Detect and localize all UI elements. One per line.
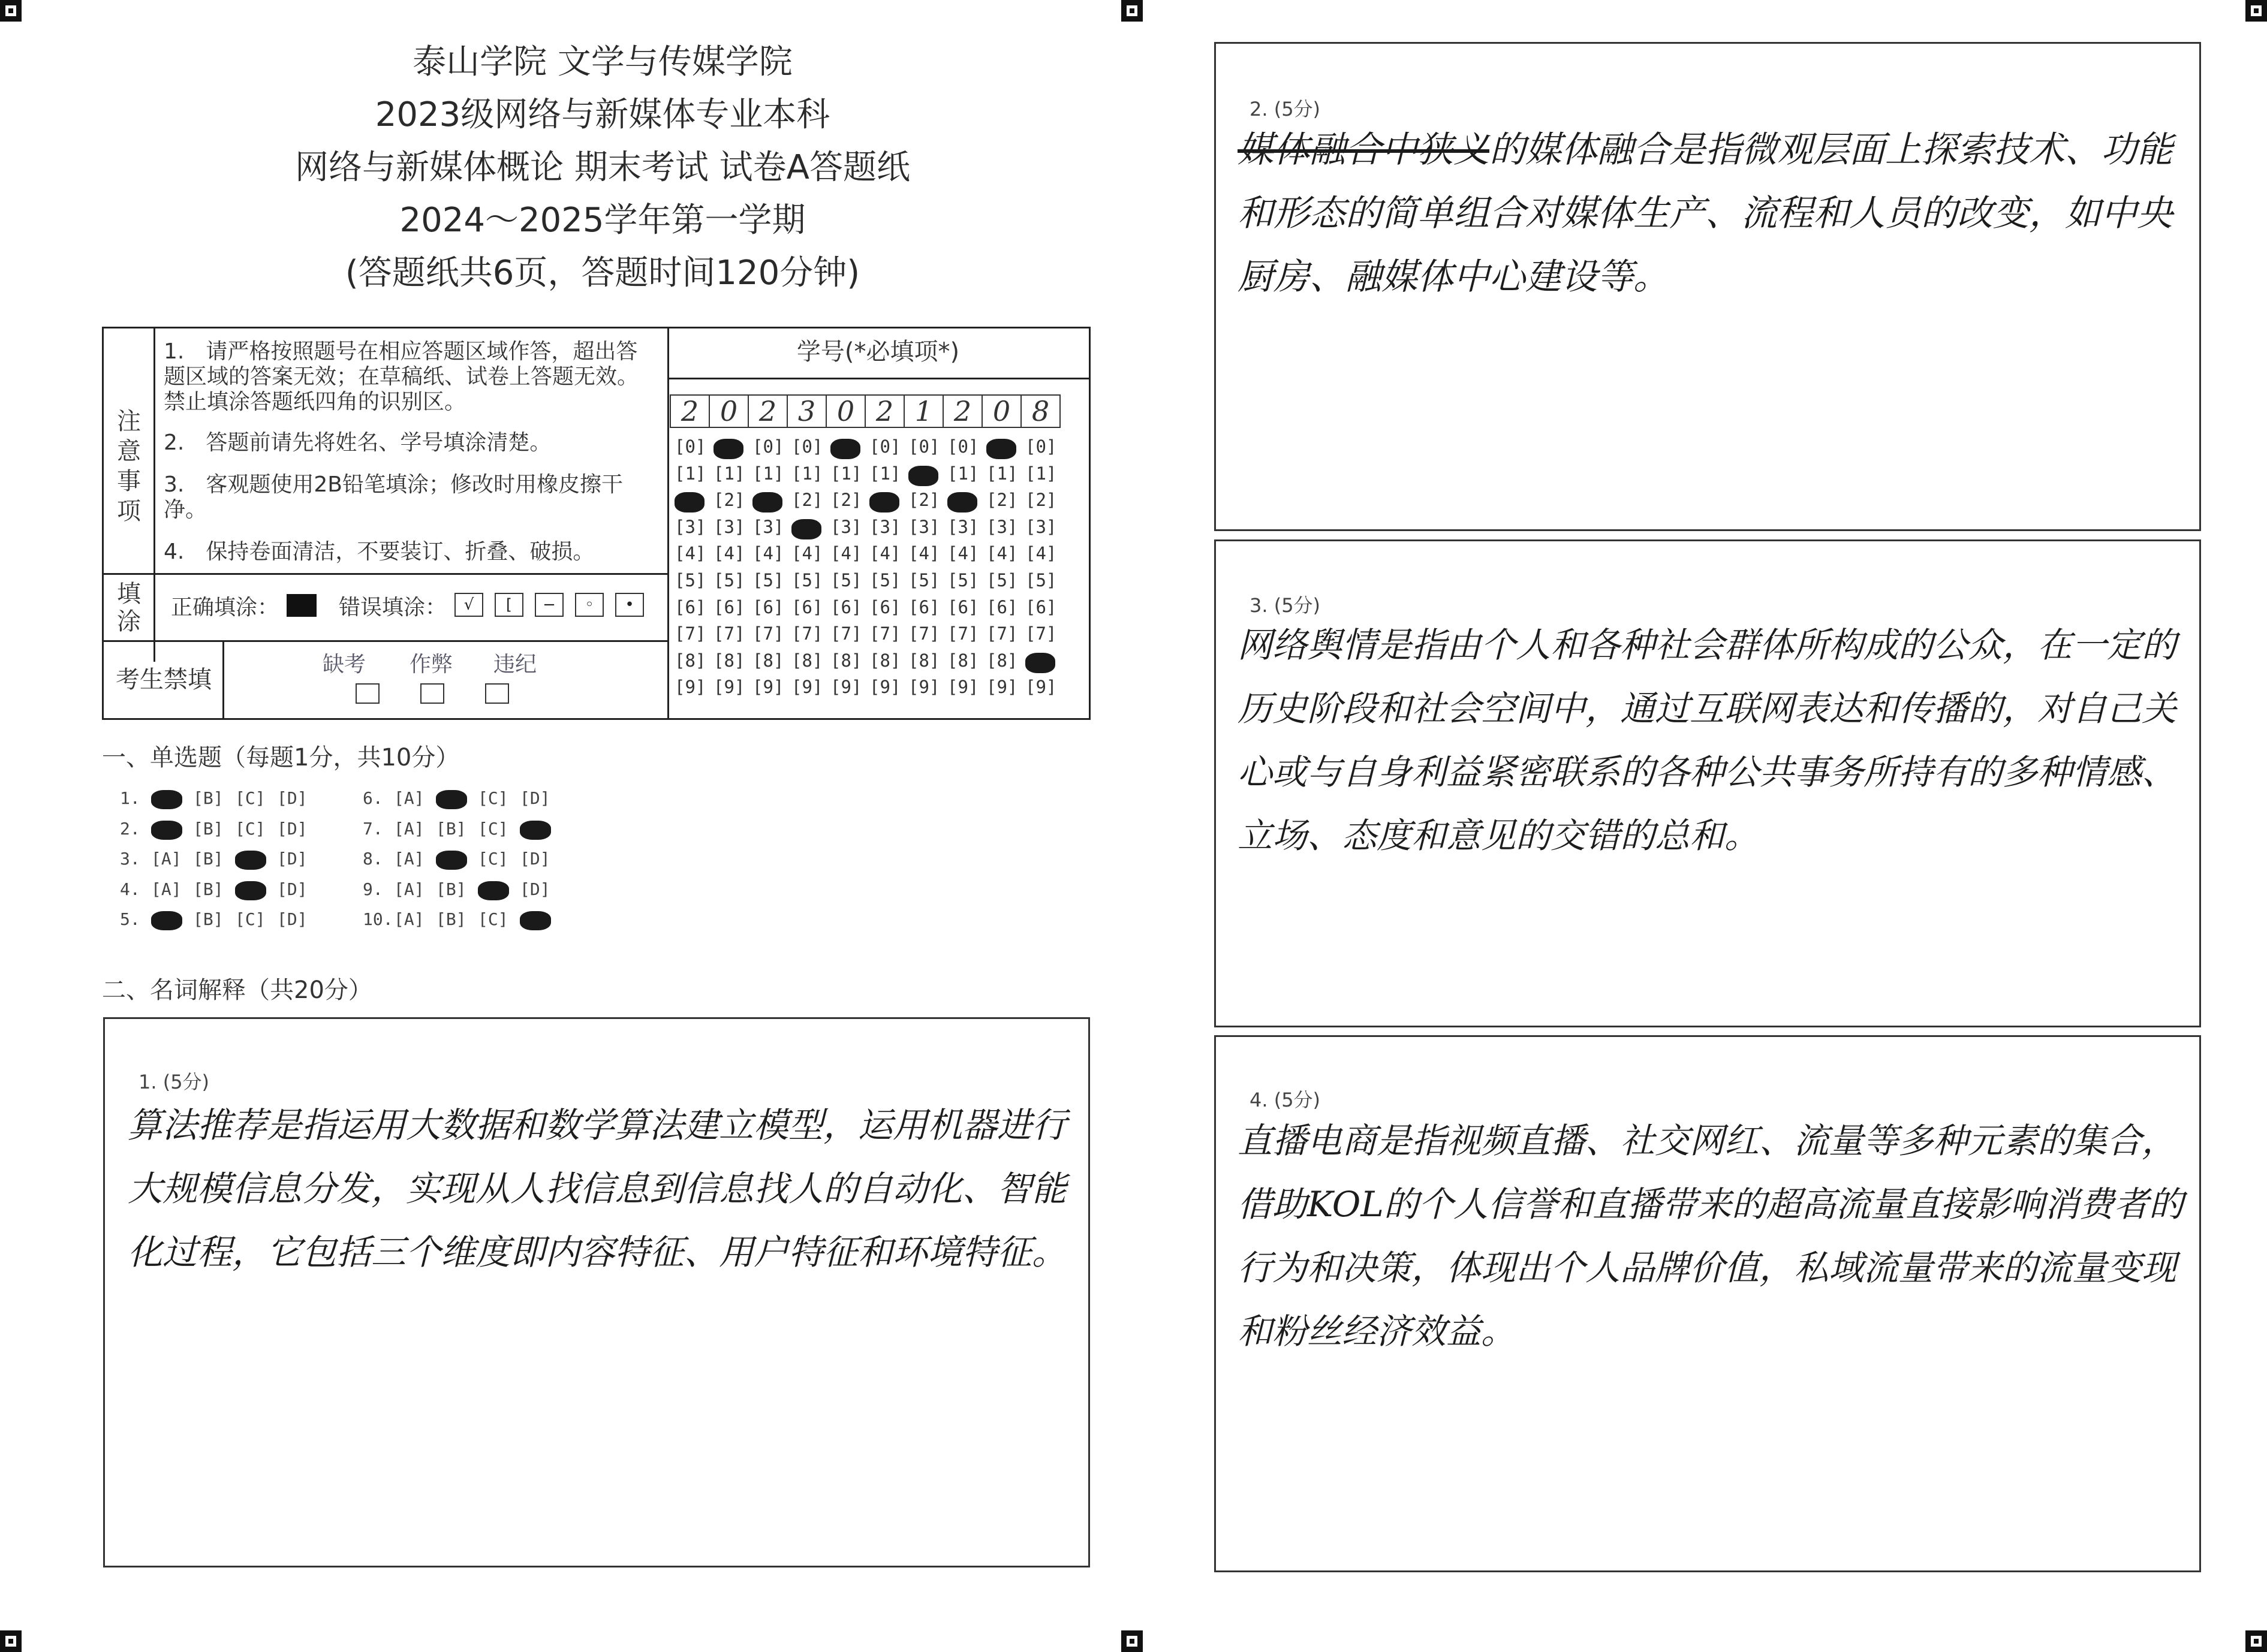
student-id-bubble[interactable]: [3] — [869, 516, 901, 537]
mc-option[interactable]: [B] — [193, 788, 224, 808]
student-id-bubble[interactable]: [0] — [1025, 436, 1057, 457]
student-id-bubble[interactable]: [6] — [1025, 596, 1057, 617]
student-id-bubble[interactable]: [2] — [908, 490, 940, 511]
wrong-fill-label: 错误填涂： — [339, 595, 447, 620]
mc-question-number: 6. — [363, 788, 383, 808]
mc-option-filled[interactable] — [520, 821, 551, 840]
student-id-bubble[interactable]: [9] — [1025, 677, 1057, 698]
mc-option-filled[interactable] — [151, 790, 182, 809]
corner-marker-top-middle — [1121, 0, 1143, 22]
student-id-bubble-filled[interactable] — [675, 492, 705, 513]
student-id-bubble[interactable]: [9] — [713, 677, 745, 698]
student-id-bubble[interactable]: [6] — [675, 596, 706, 617]
student-id-digit-box[interactable]: 0 — [827, 394, 866, 428]
student-id-bubble[interactable]: [4] — [1025, 543, 1057, 564]
student-id-bubble[interactable]: [9] — [830, 677, 862, 698]
student-id-bubble[interactable]: [9] — [675, 677, 706, 698]
student-id-bubble[interactable]: [4] — [713, 543, 745, 564]
student-id-bubble[interactable]: [7] — [830, 623, 862, 644]
mc-option[interactable]: [D] — [277, 849, 308, 869]
student-id-digit-box[interactable]: 2 — [866, 394, 905, 428]
mc-option[interactable]: [C] — [478, 909, 508, 929]
student-id-digit-box[interactable]: 1 — [905, 394, 944, 428]
student-id-bubble[interactable]: [5] — [713, 570, 745, 590]
absent-label: 缺考 — [323, 652, 366, 677]
corner-marker-top-left — [0, 0, 22, 22]
header-pages: (答题纸共6页，答题时间120分钟) — [345, 254, 860, 293]
student-id-bubble[interactable]: [6] — [713, 596, 745, 617]
student-id-bubble[interactable]: [0] — [908, 436, 940, 457]
student-id-bubble[interactable]: [5] — [752, 570, 784, 590]
student-id-bubble[interactable]: [7] — [752, 623, 784, 644]
mc-option[interactable]: [B] — [436, 818, 466, 839]
student-id-bubble[interactable]: [3] — [675, 516, 706, 537]
note-item-2: 2. 答题前请先将姓名、学号填涂清楚。 — [164, 430, 552, 455]
student-id-bubble[interactable]: [2] — [1025, 490, 1057, 511]
mc-option[interactable]: [B] — [193, 879, 224, 899]
student-id-bubble[interactable]: [3] — [752, 516, 784, 537]
mc-option[interactable]: [B] — [436, 909, 466, 929]
student-id-bubble[interactable]: [5] — [675, 570, 706, 590]
q4-answer: 直播电商是指视频直播、社交网红、流量等多种元素的集合，借助KOL的个人信誉和直播带来的超高流量直接影响消费者的行为和决策，体现出个人品牌价值，私域流量带来的流量变现和粉丝经济效益。 — [1238, 1120, 2184, 1352]
mc-question-number: 5. — [120, 909, 140, 929]
wrong-mark-dot: • — [615, 593, 644, 617]
wrong-mark-check: √ — [454, 593, 483, 617]
correct-fill-sample — [287, 594, 317, 617]
student-id-bubble-filled[interactable] — [986, 439, 1016, 459]
student-id-bubble[interactable]: [8] — [752, 650, 784, 671]
student-id-bubble[interactable]: [5] — [791, 570, 823, 590]
fill-label: 填涂 — [117, 580, 141, 635]
mc-option[interactable]: [C] — [478, 818, 508, 839]
mc-question-number: 9. — [363, 879, 383, 899]
student-id-bubble[interactable]: [2] — [830, 490, 862, 511]
instruction-table — [102, 327, 1091, 720]
q1-label: 1. (5分) — [139, 1071, 210, 1093]
mc-question-number: 1. — [120, 788, 140, 808]
student-id-bubble[interactable]: [6] — [752, 596, 784, 617]
student-id-bubble[interactable]: [7] — [713, 623, 745, 644]
student-id-digit-box[interactable]: 8 — [1022, 394, 1061, 428]
student-id-bubble[interactable]: [4] — [947, 543, 979, 564]
student-id-bubble[interactable]: [8] — [675, 650, 706, 671]
mc-option[interactable]: [B] — [193, 818, 224, 839]
student-id-bubble[interactable]: [3] — [1025, 516, 1057, 537]
student-id-bubble-filled[interactable] — [830, 439, 860, 459]
student-id-bubble[interactable]: [8] — [713, 650, 745, 671]
q1-answer: 算法推荐是指运用大数据和数学算法建立模型，运用机器进行大规模信息分发，实现从人找信息到信息找人的自动化、智能化过程，它包括三个维度即内容特征、用户特征和环境特征。 — [128, 1105, 1067, 1273]
student-id-bubble[interactable]: [5] — [908, 570, 940, 590]
student-id-bubble[interactable]: [0] — [791, 436, 823, 457]
student-id-bubble[interactable]: [7] — [908, 623, 940, 644]
q2-answer-block — [1238, 118, 2197, 309]
student-id-bubble[interactable]: [8] — [791, 650, 823, 671]
student-id-bubble-filled[interactable] — [908, 466, 938, 486]
mc-option-filled[interactable] — [235, 851, 266, 870]
wrong-mark-circle: ◦ — [575, 593, 604, 617]
student-id-bubble[interactable]: [1] — [869, 463, 901, 484]
student-id-bubble[interactable]: [8] — [830, 650, 862, 671]
student-id-bubble[interactable]: [1] — [752, 463, 784, 484]
mc-question-number: 2. — [120, 818, 140, 839]
header-term: 2024～2025学年第一学期 — [399, 201, 806, 240]
mc-option-filled[interactable] — [436, 790, 467, 809]
mc-option[interactable]: [A] — [151, 879, 182, 899]
student-id-bubble[interactable]: [8] — [947, 650, 979, 671]
student-id-bubble-filled[interactable] — [791, 519, 821, 539]
mc-question-number: 4. — [120, 879, 140, 899]
student-id-bubble[interactable]: [9] — [986, 677, 1018, 698]
q3-label: 3. (5分) — [1250, 594, 1321, 617]
header-exam: 网络与新媒体概论 期末考试 试卷A答题纸 — [295, 148, 910, 187]
corner-marker-bottom-middle — [1121, 1630, 1143, 1652]
student-id-bubble[interactable]: [6] — [947, 596, 979, 617]
student-id-digit-box[interactable]: 2 — [749, 394, 788, 428]
student-id-bubble[interactable]: [2] — [986, 490, 1018, 511]
answer-box-q1 — [103, 1017, 1090, 1567]
mc-question-number: 10. — [363, 909, 393, 929]
student-id-bubble[interactable]: [7] — [675, 623, 706, 644]
cheat-checkbox[interactable] — [420, 683, 444, 704]
mc-question-number: 3. — [120, 849, 140, 869]
student-id-bubble[interactable]: [5] — [869, 570, 901, 590]
mc-option[interactable]: [A] — [394, 849, 425, 869]
mc-option[interactable]: [C] — [235, 818, 266, 839]
note-item-3: 3. 客观题使用2B铅笔填涂；修改时用橡皮擦干净。 — [164, 472, 623, 522]
section2-title: 二、名词解释（共20分） — [102, 976, 372, 1004]
student-id-bubble[interactable]: [4] — [752, 543, 784, 564]
student-id-bubble[interactable]: [5] — [947, 570, 979, 590]
corner-marker-bottom-left — [0, 1630, 22, 1652]
student-id-bubble[interactable]: [5] — [986, 570, 1018, 590]
mc-question-number: 8. — [363, 849, 383, 869]
mc-option[interactable]: [C] — [478, 788, 508, 808]
violation-label: 违纪 — [493, 652, 537, 677]
mc-option[interactable]: [B] — [193, 849, 224, 869]
mc-option-filled[interactable] — [478, 881, 509, 900]
student-id-bubble[interactable]: [3] — [986, 516, 1018, 537]
violation-checkbox[interactable] — [485, 683, 509, 704]
mc-option[interactable]: [A] — [394, 818, 425, 839]
mc-option-filled[interactable] — [436, 851, 467, 870]
answer-box-q2 — [1214, 42, 2201, 531]
q2-label: 2. (5分) — [1250, 98, 1321, 120]
student-id-digit-box[interactable]: 2 — [671, 394, 710, 428]
student-id-bubble[interactable]: [3] — [713, 516, 745, 537]
mc-option[interactable]: [A] — [394, 879, 425, 899]
mc-option[interactable]: [D] — [520, 879, 550, 899]
student-id-bubble[interactable]: [1] — [1025, 463, 1057, 484]
student-id-bubble[interactable]: [0] — [869, 436, 901, 457]
q4-label: 4. (5分) — [1250, 1089, 1321, 1111]
student-id-bubble-filled[interactable] — [869, 492, 899, 513]
mc-option[interactable]: [D] — [520, 788, 550, 808]
student-id-bubble[interactable]: [6] — [869, 596, 901, 617]
student-id-bubble[interactable]: [0] — [675, 436, 706, 457]
header-major: 2023级网络与新媒体专业本科 — [375, 95, 830, 134]
mc-option-filled[interactable] — [235, 881, 266, 900]
mc-option-filled[interactable] — [520, 911, 551, 930]
student-id-bubble[interactable]: [2] — [713, 490, 745, 511]
student-id-bubble[interactable]: [4] — [675, 543, 706, 564]
student-id-bubble[interactable]: [0] — [752, 436, 784, 457]
student-id-bubble[interactable]: [6] — [791, 596, 823, 617]
student-id-bubble[interactable]: [3] — [908, 516, 940, 537]
student-id-bubble[interactable]: [1] — [791, 463, 823, 484]
student-id-bubble[interactable]: [6] — [908, 596, 940, 617]
corner-marker-bottom-right — [2245, 1630, 2267, 1652]
student-id-bubble[interactable]: [8] — [869, 650, 901, 671]
student-id-bubble[interactable]: [1] — [713, 463, 745, 484]
student-id-bubble[interactable]: [9] — [752, 677, 784, 698]
student-id-bubble[interactable]: [5] — [1025, 570, 1057, 590]
student-id-bubble[interactable]: [1] — [947, 463, 979, 484]
mc-option[interactable]: [C] — [478, 849, 508, 869]
student-id-bubble-filled[interactable] — [752, 492, 782, 513]
mc-option[interactable]: [D] — [277, 818, 308, 839]
answer-box-q4 — [1214, 1035, 2201, 1572]
student-id-bubble[interactable]: [7] — [791, 623, 823, 644]
student-id-bubble[interactable]: [7] — [869, 623, 901, 644]
mc-option[interactable]: [C] — [235, 909, 266, 929]
header-school: 泰山学院 文学与传媒学院 — [413, 43, 793, 82]
notes-side-label: 注意事项 — [117, 408, 141, 525]
mc-option[interactable]: [C] — [235, 788, 266, 808]
student-id-digit-box[interactable]: 3 — [788, 394, 827, 428]
student-id-bubble-filled[interactable] — [947, 492, 977, 513]
mc-option-filled[interactable] — [151, 911, 182, 930]
student-id-bubble[interactable]: [3] — [830, 516, 862, 537]
mc-option[interactable]: [D] — [277, 909, 308, 929]
mc-option[interactable]: [B] — [193, 909, 224, 929]
mc-option[interactable]: [A] — [151, 849, 182, 869]
wrong-mark-dash: − — [535, 593, 564, 617]
student-id-bubble[interactable]: [0] — [947, 436, 979, 457]
student-id-bubble[interactable]: [4] — [830, 543, 862, 564]
student-id-bubble-filled[interactable] — [713, 439, 743, 459]
student-id-bubble[interactable]: [3] — [947, 516, 979, 537]
student-id-bubble[interactable]: [7] — [947, 623, 979, 644]
student-id-bubble[interactable]: [7] — [986, 623, 1018, 644]
answer-box-q3 — [1214, 539, 2201, 1027]
student-id-bubble[interactable]: [9] — [947, 677, 979, 698]
q2-struck-text: 媒体融合中狭义 — [1238, 129, 1489, 171]
corner-marker-top-right — [2245, 0, 2267, 22]
student-id-bubble[interactable]: [4] — [986, 543, 1018, 564]
student-id-digit-box[interactable]: 0 — [983, 394, 1022, 428]
correct-fill-label: 正确填涂： — [171, 595, 279, 620]
student-id-bubble[interactable]: [2] — [791, 490, 823, 511]
absent-checkbox[interactable] — [356, 683, 380, 704]
mc-question-number: 7. — [363, 818, 383, 839]
student-id-bubble[interactable]: [8] — [908, 650, 940, 671]
student-id-bubble[interactable]: [9] — [791, 677, 823, 698]
student-id-bubble[interactable]: [7] — [1025, 623, 1057, 644]
wrong-mark-bracket: [ — [495, 593, 523, 617]
student-id-bubble[interactable]: [1] — [986, 463, 1018, 484]
mc-option[interactable]: [D] — [520, 849, 550, 869]
student-id-bubble[interactable]: [8] — [986, 650, 1018, 671]
cheat-label: 作弊 — [410, 652, 453, 677]
student-id-bubble[interactable]: [1] — [830, 463, 862, 484]
note-item-1: 1. 请严格按照题号在相应答题区域作答，超出答题区域的答案无效；在草稿纸、试卷上答题无效。禁止填涂答题纸四角的识别区。 — [164, 339, 639, 414]
mc-option[interactable]: [D] — [277, 788, 308, 808]
forbidden-label: 考生禁填 — [116, 666, 212, 694]
note-item-4: 4. 保持卷面清洁，不要装订、折叠、破损。 — [164, 539, 595, 564]
student-id-bubble[interactable]: [1] — [675, 463, 706, 484]
student-id-title: 学号(*必填项*) — [796, 338, 960, 366]
mc-option[interactable]: [A] — [394, 909, 425, 929]
student-id-bubble-filled[interactable] — [1025, 653, 1055, 673]
student-id-bubble[interactable]: [6] — [986, 596, 1018, 617]
section1-title: 一、单选题（每题1分，共10分） — [102, 744, 460, 771]
mc-option-filled[interactable] — [151, 821, 182, 840]
student-id-digit-box[interactable]: 0 — [710, 394, 749, 428]
mc-option[interactable]: [A] — [394, 788, 425, 808]
student-id-bubble[interactable]: [9] — [869, 677, 901, 698]
student-id-digit-box[interactable]: 2 — [944, 394, 983, 428]
student-id-bubble[interactable]: [6] — [830, 596, 862, 617]
q3-answer: 网络舆情是指由个人和各种社会群体所构成的公众，在一定的历史阶段和社会空间中，通过互联网表达和传播的，对自己关心或与自身利益紧密联系的各种公共事务所持有的多种情感、立场、态度和意见的交错的总和。 — [1238, 625, 2177, 856]
student-id-bubble[interactable]: [5] — [830, 570, 862, 590]
mc-option[interactable]: [B] — [436, 879, 466, 899]
q2-answer: 的媒体融合是指微观层面上探索技术、功能和形态的简单组合对媒体生产、流程和人员的改变，如中央厨房、融媒体中心建设等。 — [1238, 129, 2173, 298]
student-id-bubble[interactable]: [4] — [791, 543, 823, 564]
student-id-bubble[interactable]: [9] — [908, 677, 940, 698]
student-id-bubble[interactable]: [4] — [908, 543, 940, 564]
student-id-bubble[interactable]: [4] — [869, 543, 901, 564]
mc-option[interactable]: [D] — [277, 879, 308, 899]
